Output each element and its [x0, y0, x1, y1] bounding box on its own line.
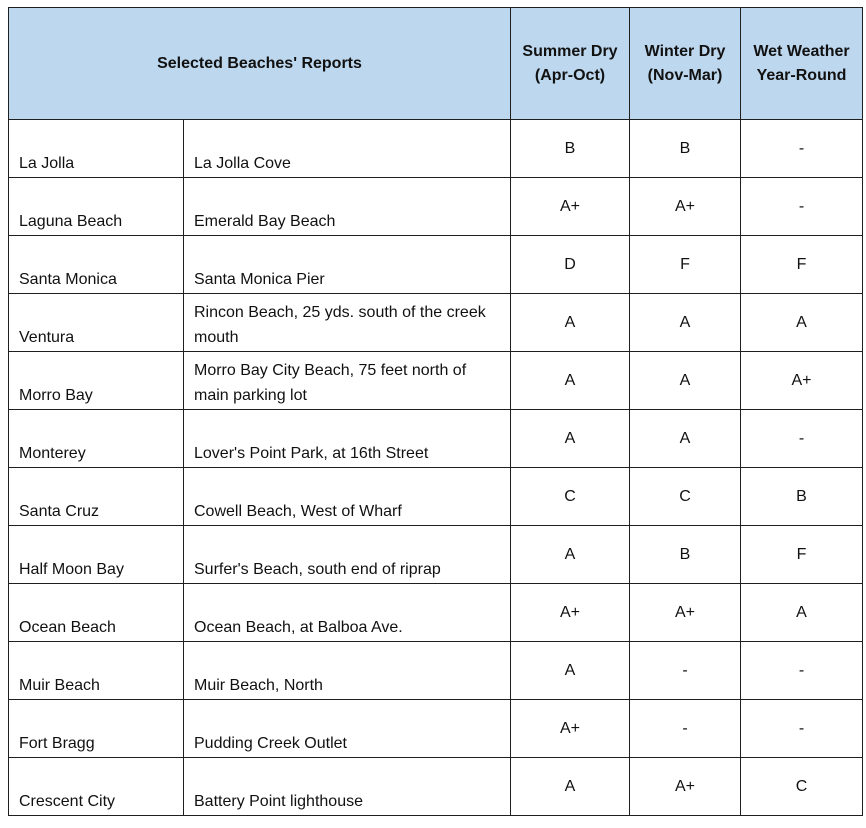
wet-weather-grade: C	[741, 758, 863, 816]
wet-weather-grade: -	[741, 120, 863, 178]
winter-dry-grade: A	[630, 352, 741, 410]
summer-dry-grade: B	[511, 120, 630, 178]
beach-site-cell: Emerald Bay Beach	[184, 178, 511, 236]
wet-weather-grade: -	[741, 410, 863, 468]
table-row	[9, 584, 863, 642]
winter-dry-grade: C	[630, 468, 741, 526]
summer-dry-grade: A	[511, 526, 630, 584]
city-cell: Ocean Beach	[9, 584, 184, 642]
wet-weather-grade: A	[741, 584, 863, 642]
summer-dry-grade: D	[511, 236, 630, 294]
summer-dry-grade: A+	[511, 700, 630, 758]
summer-dry-grade: A	[511, 294, 630, 352]
city-cell: Santa Cruz	[9, 468, 184, 526]
table-row	[9, 294, 863, 352]
wet-weather-grade: B	[741, 468, 863, 526]
table-title: Selected Beaches' Reports	[9, 8, 511, 120]
winter-dry-grade: B	[630, 120, 741, 178]
wet-weather-grade: F	[741, 526, 863, 584]
winter-dry-grade: B	[630, 526, 741, 584]
beach-site-cell: Pudding Creek Outlet	[184, 700, 511, 758]
beach-site-cell: La Jolla Cove	[184, 120, 511, 178]
column-header-summer-dry: Summer Dry (Apr-Oct)	[511, 8, 630, 120]
table-row	[9, 642, 863, 700]
wet-weather-grade: -	[741, 178, 863, 236]
winter-dry-grade: -	[630, 700, 741, 758]
table-row	[9, 700, 863, 758]
city-cell: Half Moon Bay	[9, 526, 184, 584]
table-row	[9, 236, 863, 294]
winter-dry-grade: F	[630, 236, 741, 294]
wet-weather-grade: -	[741, 700, 863, 758]
summer-dry-grade: A	[511, 352, 630, 410]
winter-dry-grade: A+	[630, 758, 741, 816]
city-cell: Muir Beach	[9, 642, 184, 700]
beach-site-cell: Lover's Point Park, at 16th Street	[184, 410, 511, 468]
column-header-winter-dry: Winter Dry (Nov-Mar)	[630, 8, 741, 120]
beach-site-cell: Morro Bay City Beach, 75 feet north of main parking lot	[184, 352, 511, 410]
header-row	[9, 8, 863, 120]
wet-weather-grade: F	[741, 236, 863, 294]
city-cell: Ventura	[9, 294, 184, 352]
wet-weather-grade: A	[741, 294, 863, 352]
beach-site-cell: Battery Point lighthouse	[184, 758, 511, 816]
beach-site-cell: Cowell Beach, West of Wharf	[184, 468, 511, 526]
summer-dry-grade: A+	[511, 178, 630, 236]
column-header-wet-weather: Wet Weather Year-Round	[741, 8, 863, 120]
table-body	[9, 120, 863, 816]
winter-dry-grade: A	[630, 294, 741, 352]
table-row	[9, 410, 863, 468]
summer-dry-grade: A	[511, 642, 630, 700]
beach-grades-table	[8, 7, 863, 816]
table-row	[9, 526, 863, 584]
city-cell: Santa Monica	[9, 236, 184, 294]
city-cell: Laguna Beach	[9, 178, 184, 236]
beach-site-cell: Surfer's Beach, south end of riprap	[184, 526, 511, 584]
city-cell: La Jolla	[9, 120, 184, 178]
city-cell: Crescent City	[9, 758, 184, 816]
winter-dry-grade: -	[630, 642, 741, 700]
winter-dry-grade: A+	[630, 178, 741, 236]
beach-site-cell: Rincon Beach, 25 yds. south of the creek mouth	[184, 294, 511, 352]
summer-dry-grade: A	[511, 758, 630, 816]
beach-site-cell: Muir Beach, North	[184, 642, 511, 700]
table-row	[9, 120, 863, 178]
table-row	[9, 178, 863, 236]
beach-site-cell: Santa Monica Pier	[184, 236, 511, 294]
wet-weather-grade: -	[741, 642, 863, 700]
city-cell: Monterey	[9, 410, 184, 468]
winter-dry-grade: A	[630, 410, 741, 468]
table-header	[9, 8, 863, 120]
city-cell: Fort Bragg	[9, 700, 184, 758]
table-row	[9, 352, 863, 410]
city-cell: Morro Bay	[9, 352, 184, 410]
summer-dry-grade: A+	[511, 584, 630, 642]
summer-dry-grade: A	[511, 410, 630, 468]
table-row	[9, 468, 863, 526]
wet-weather-grade: A+	[741, 352, 863, 410]
table-row	[9, 758, 863, 816]
winter-dry-grade: A+	[630, 584, 741, 642]
summer-dry-grade: C	[511, 468, 630, 526]
beach-site-cell: Ocean Beach, at Balboa Ave.	[184, 584, 511, 642]
